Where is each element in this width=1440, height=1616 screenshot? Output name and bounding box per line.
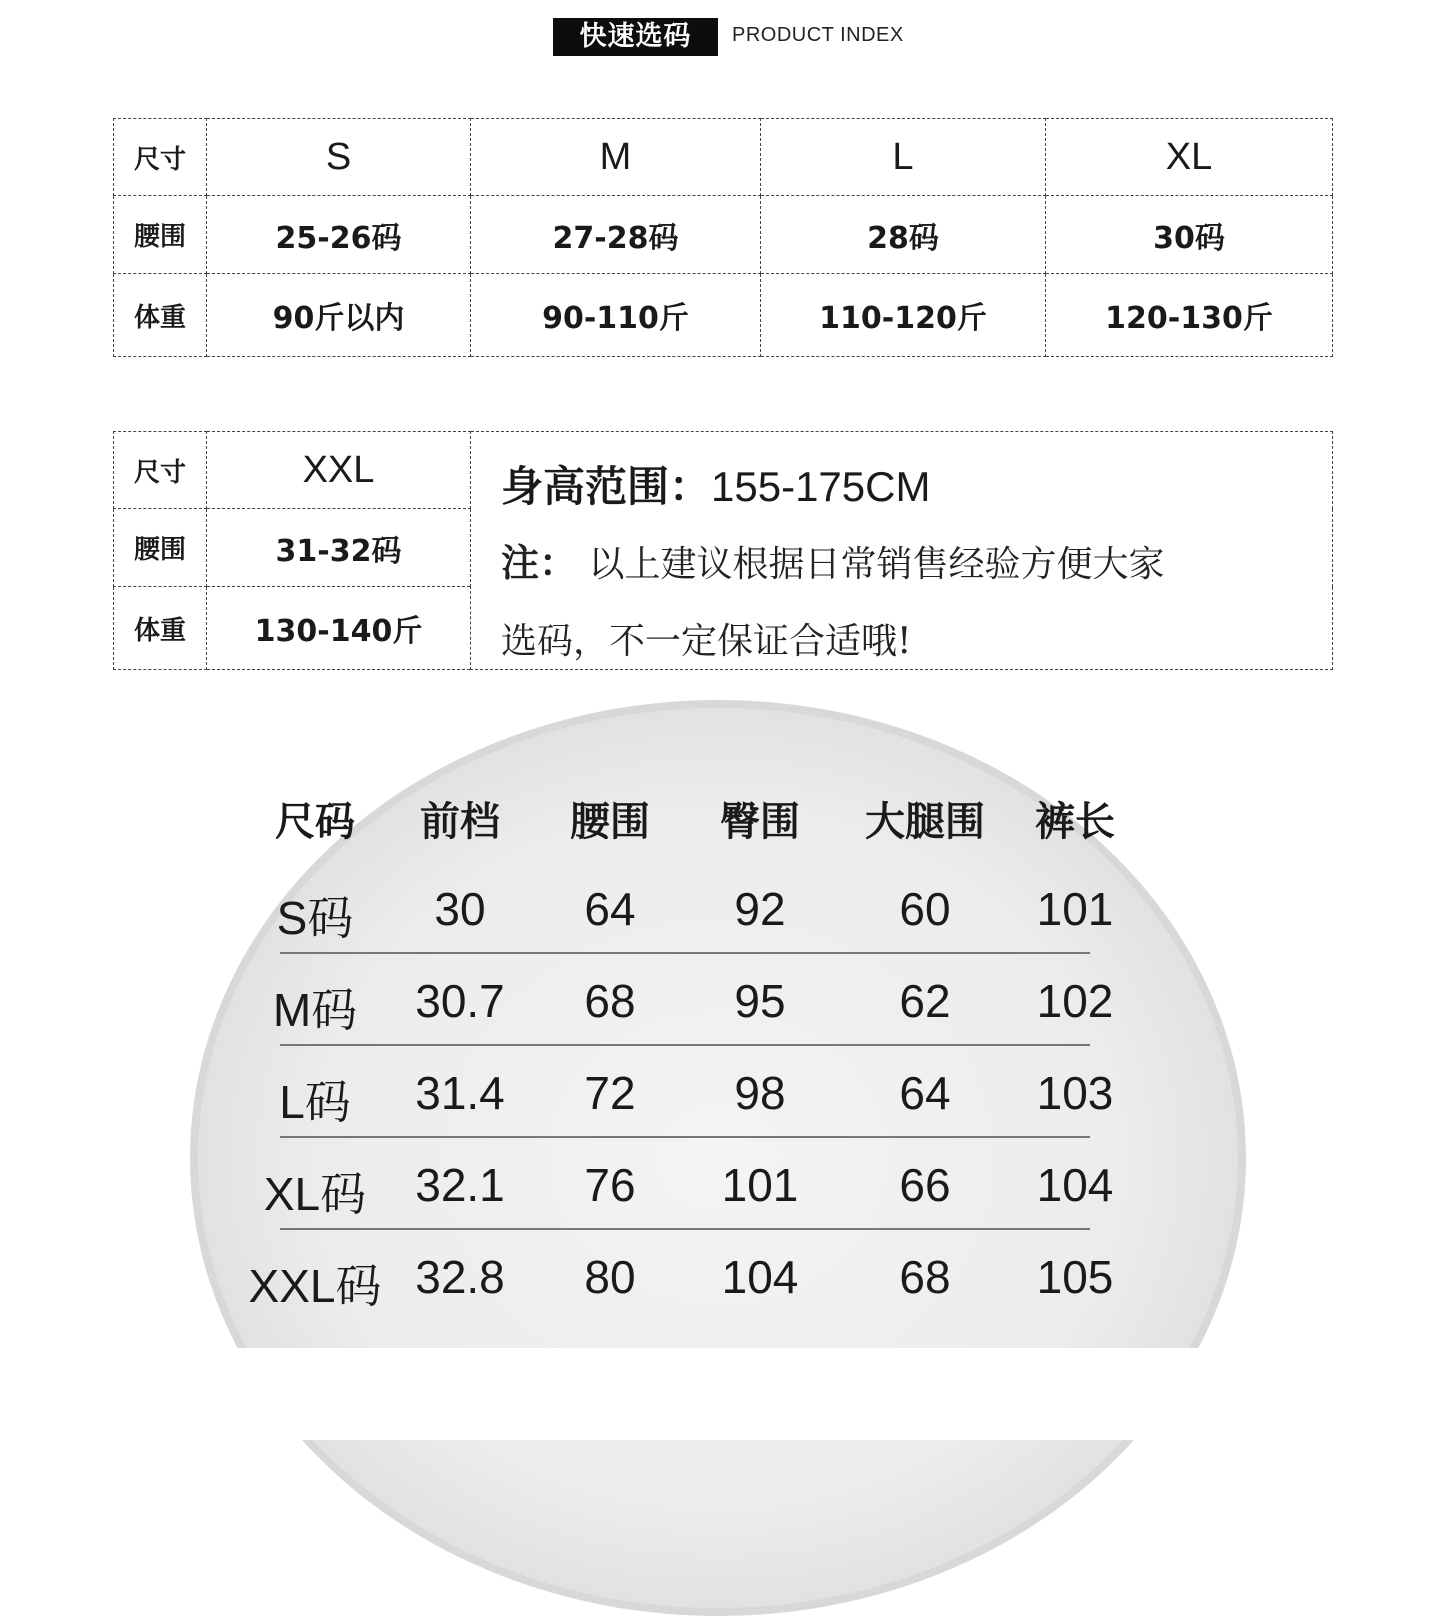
note-panel (471, 432, 1333, 670)
cell-waist: 72 (584, 1067, 636, 1119)
weight-l: 110-120斤 (761, 274, 1046, 357)
waist-m: 27-28码 (471, 196, 761, 274)
table-row (114, 432, 1333, 509)
cell-length: 101 (1036, 883, 1114, 935)
cell-waist: 64 (584, 883, 636, 935)
cell-hip: 98 (734, 1067, 786, 1119)
note-line-1 (501, 532, 1302, 587)
cell-thigh: 62 (899, 975, 951, 1027)
header-front-rise: 前档 (420, 799, 500, 845)
weight-xxl: 130-140斤 (207, 587, 471, 670)
size-l: L (761, 119, 1046, 196)
waist-l: 28码 (761, 196, 1046, 274)
waist-xxl: 31-32码 (207, 509, 471, 587)
header-thigh: 大腿围 (865, 799, 985, 845)
cell-thigh: 68 (899, 1251, 951, 1303)
table-row (240, 1230, 1160, 1322)
cell-length: 102 (1036, 975, 1114, 1027)
table-row (114, 196, 1333, 274)
height-range-value: 155-175CM (711, 463, 931, 510)
header-waist: 腰围 (570, 799, 650, 845)
table-row (240, 954, 1160, 1046)
section-header (0, 18, 1440, 58)
row-label-size: 尺寸 (114, 119, 207, 196)
cell-size: XL码 (263, 1168, 367, 1220)
measurement-table (240, 790, 1160, 1322)
size-xl: XL (1046, 119, 1333, 196)
cell-length: 103 (1036, 1067, 1114, 1119)
cell-thigh: 66 (899, 1159, 951, 1211)
row-label-weight: 体重 (114, 587, 207, 670)
cell-waist: 80 (584, 1251, 636, 1303)
weight-s: 90斤以内 (207, 274, 471, 357)
cell-hip: 101 (721, 1159, 799, 1211)
header-title-en: PRODUCT INDEX (732, 24, 904, 46)
cell-length: 105 (1036, 1251, 1114, 1303)
note-label: 注： (501, 541, 578, 585)
height-range-line (501, 454, 1302, 514)
row-label-size: 尺寸 (114, 432, 207, 509)
note-text-1: 以上建议根据日常销售经验方便大家 (588, 544, 1165, 585)
cell-front-rise: 32.8 (415, 1251, 505, 1303)
cell-thigh: 64 (899, 1067, 951, 1119)
cell-length: 104 (1036, 1159, 1114, 1211)
cell-hip: 95 (734, 975, 786, 1027)
header-length: 裤长 (1035, 799, 1115, 845)
cell-size: M码 (272, 984, 358, 1036)
table-row (114, 274, 1333, 357)
row-label-waist: 腰围 (114, 509, 207, 587)
table-row (114, 119, 1333, 196)
row-label-weight: 体重 (114, 274, 207, 357)
cell-front-rise: 30.7 (415, 975, 505, 1027)
header-hip: 臀围 (720, 799, 800, 845)
size-xxl: XXL (207, 432, 471, 509)
cell-hip: 104 (721, 1251, 799, 1303)
cell-front-rise: 32.1 (415, 1159, 505, 1211)
cell-front-rise: 31.4 (415, 1067, 505, 1119)
cell-thigh: 60 (899, 883, 951, 935)
waist-s: 25-26码 (207, 196, 471, 274)
cell-size: L码 (279, 1076, 351, 1128)
size-guide-table-1 (113, 118, 1333, 357)
cell-waist: 68 (584, 975, 636, 1027)
cell-waist: 76 (584, 1159, 636, 1211)
cell-front-rise: 30 (434, 883, 486, 935)
table-row (240, 1046, 1160, 1138)
header-size: 尺码 (275, 799, 355, 845)
measurement-header-row (240, 790, 1160, 862)
waist-xl: 30码 (1046, 196, 1333, 274)
cell-size: XXL码 (248, 1260, 382, 1312)
background-mask (0, 1348, 1440, 1440)
size-m: M (471, 119, 761, 196)
cell-hip: 92 (734, 883, 786, 935)
cell-size: S码 (276, 892, 354, 944)
table-row (240, 862, 1160, 954)
weight-m: 90-110斤 (471, 274, 761, 357)
weight-xl: 120-130斤 (1046, 274, 1333, 357)
size-s: S (207, 119, 471, 196)
table-row (240, 1138, 1160, 1230)
note-text-2: 选码，不一定保证合适哦! (501, 621, 912, 662)
row-label-waist: 腰围 (114, 196, 207, 274)
height-range-label: 身高范围： (501, 462, 712, 511)
size-guide-table-2 (113, 431, 1333, 670)
header-title-cn: 快速选码 (553, 18, 718, 56)
